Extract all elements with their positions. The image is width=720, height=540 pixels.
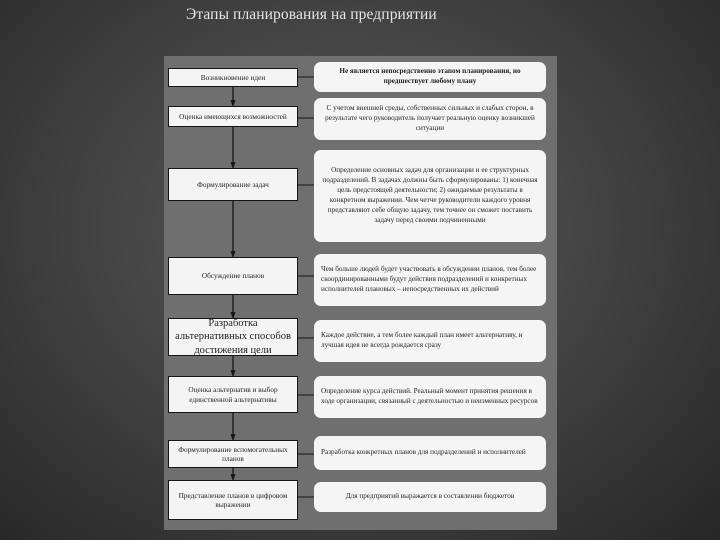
desc-discussion: Чем больше людей будет участвовать в обсуждении планов, тем более скоординированными будут действия подразделений и конкретных исполнителей плановых – непосредственных их действий xyxy=(314,254,546,306)
desc-assessment: С учетом внешней среды, собственных сильных и слабых сторон, в результате чего руководитель получает реальную оценку возникшей ситуации xyxy=(314,98,546,140)
desc-digital: Для предприятий выражается в составлении бюджетов xyxy=(314,482,546,512)
stage-digital: Представление планов в цифровом выражении xyxy=(168,480,298,520)
desc-idea: Не является непосредственно этапом планирования, но предшествует любому плану xyxy=(314,62,546,92)
stage-support-plans: Формулирование вспомогательных планов xyxy=(168,440,298,468)
stage-alternatives: Разработка альтернативных способов достижения цели xyxy=(168,318,298,356)
stage-tasks: Формулирование задач xyxy=(168,168,298,201)
desc-selection: Определение курса действий. Реальный момент принятия решения в ходе организации, связанный с деятельностью и неизменных ресурсов xyxy=(314,376,546,418)
desc-alternatives: Каждое действие, а тем более каждый план имеет альтернативу, и лучшая идея не всегда рождается сразу xyxy=(314,320,546,362)
stage-selection: Оценка альтернатив и выбор единственной альтернативы xyxy=(168,376,298,413)
stage-assessment: Оценка имеющихся возможностей xyxy=(168,106,298,127)
desc-tasks: Определение основных задач для организации и ее структурных подразделений. В задачах должны быть сформулированы: 1) конечная цель предстоящей деятельности; 2) ожидаемые результаты в конкретном выражении. Чем четче руководители каждого уровня представляют себе общую задачу, тем точнее он сможет поставить задачу перед своими подчиненными xyxy=(314,150,546,242)
stage-idea: Возникновение идеи xyxy=(168,68,298,87)
desc-support-plans: Разработка конкретных планов для подразделений и исполнителей xyxy=(314,436,546,470)
stage-discussion: Обсуждение планов xyxy=(168,257,298,295)
slide-title: Этапы планирования на предприятии xyxy=(186,6,437,23)
